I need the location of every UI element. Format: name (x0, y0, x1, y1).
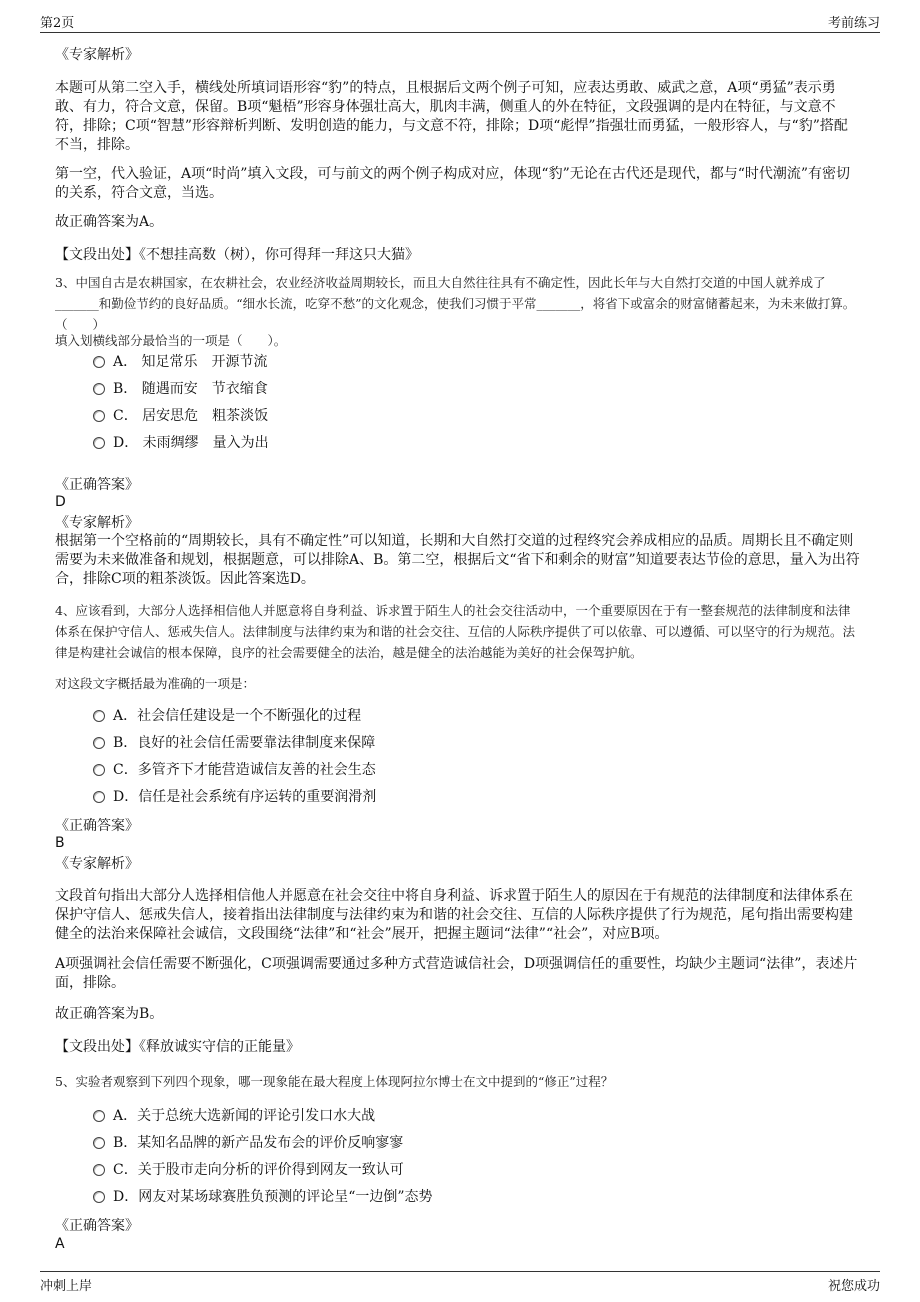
header-title: 考前练习 (827, 16, 880, 31)
q4-analysis-p1: 文段首句指出大部分人选择相信他人并愿意在社会交往中将自身利益、诉求置于陌生人的原因在于有规范的法律制度和法律体系在保护守信人、惩戒失信人，接着指出法律制度与法律约束为和谐的社会交往、互信的人际秩序提供了行为规范，尾句指出需要构建健全的法治来保障社会诚信，文段围绕“法律”和“社会”展开，把握主题词“法律”“社会”，对应B项。 (55, 888, 853, 942)
q5-answer: A (55, 1236, 65, 1252)
radio-icon[interactable] (93, 710, 105, 722)
radio-icon[interactable] (93, 437, 105, 449)
page-footer (40, 1271, 880, 1294)
q3-option-d[interactable]: D． 未雨绸缪 量入为出 (93, 433, 269, 453)
q3-option-c[interactable]: C． 居安思危 粗茶淡饭 (93, 406, 268, 426)
q4-analysis-p3: 故正确答案为B。 (55, 1006, 164, 1022)
q3-analysis-label: 《专家解析》 (55, 515, 139, 531)
page-header (40, 12, 880, 33)
q5-option-d[interactable]: D．网友对某场球赛胜负预测的评论呈“一边倒”态势 (93, 1187, 433, 1207)
radio-icon[interactable] (93, 737, 105, 749)
q5-answer-label: 《正确答案》 (55, 1218, 139, 1234)
q4-answer-label: 《正确答案》 (55, 818, 139, 834)
q4-option-d[interactable]: D．信任是社会系统有序运转的重要润滑剂 (93, 787, 376, 807)
footer-left: 冲刺上岸 (40, 1279, 93, 1294)
q4-analysis-p2: A项强调社会信任需要不断强化，C项强调需要通过多种方式营造诚信社会，D项强调信任的重要性，均缺少主题词“法律”，表述片面，排除。 (55, 956, 858, 991)
q3-stem: 3、中国自古是农耕国家，在农耕社会，农业经济收益周期较长，而且大自然往往具有不确定性，因此长年与大自然打交道的中国人就养成了_______和勤俭节约的良好品质。“细水长流，吃穿不愁”的文化观念，使我们习惯于平常_______，将省下或富余的财富储蓄起来，为未来做打算。（ ） (55, 275, 856, 332)
radio-icon[interactable] (93, 356, 105, 368)
q3-prompt: 填入划横线部分最恰当的一项是（ ）。 (55, 333, 287, 348)
q3-analysis: 根据第一个空格前的“周期较长，具有不确定性”可以知道，长期和大自然打交道的过程终究会养成相应的品质。周期长且不确定则需要为未来做准备和规划，根据题意，可以排除A、B。第二空，根据后文“省下和剩余的财富”知道要表达节俭的意思，量入为出符合，排除C项的粗茶淡饭。因此答案选D。 (55, 533, 860, 587)
radio-icon[interactable] (93, 1164, 105, 1176)
radio-icon[interactable] (93, 764, 105, 776)
q2-source: 【文段出处】《不想挂高数（树），你可得拜一拜这只大猫》 (55, 247, 419, 263)
radio-icon[interactable] (93, 791, 105, 803)
radio-icon[interactable] (93, 1191, 105, 1203)
q4-source: 【文段出处】《释放诚实守信的正能量》 (55, 1039, 300, 1055)
q4-stem: 4、应该看到，大部分人选择相信他人并愿意将自身利益、诉求置于陌生人的社会交往活动中，一个重要原因在于有一整套规范的法律制度和法律体系在保护守信人、惩戒失信人。法律制度与法律约束为和谐的社会交往、互信的人际秩序提供了可以依靠、可以遵循、可以坚守的行为规范。法律是构建社会诚信的根本保障，良序的社会需要健全的法治，越是健全的法治越能为美好的社会保驾护航。 (55, 603, 856, 660)
q3-option-b[interactable]: B． 随遇而安 节衣缩食 (93, 379, 268, 399)
q4-analysis-label: 《专家解析》 (55, 856, 139, 872)
q5-option-b[interactable]: B．某知名品牌的新产品发布会的评价反响寥寥 (93, 1133, 403, 1153)
q3-answer-label: 《正确答案》 (55, 477, 139, 493)
q4-prompt: 对这段文字概括最为准确的一项是： (55, 676, 256, 691)
footer-right: 祝您成功 (827, 1279, 880, 1294)
q5-option-c[interactable]: C．关于股市走向分析的评价得到网友一致认可 (93, 1160, 404, 1180)
q3-answer: D (55, 494, 66, 510)
q3-option-a[interactable]: A． 知足常乐 开源节流 (93, 352, 268, 372)
radio-icon[interactable] (93, 1137, 105, 1149)
q4-option-c[interactable]: C．多管齐下才能营造诚信友善的社会生态 (93, 760, 376, 780)
radio-icon[interactable] (93, 1110, 105, 1122)
q2-analysis-label: 《专家解析》 (55, 47, 139, 63)
q5-option-a[interactable]: A．关于总统大选新闻的评论引发口水大战 (93, 1106, 375, 1126)
page-number: 第2页 (40, 16, 75, 31)
radio-icon[interactable] (93, 410, 105, 422)
radio-icon[interactable] (93, 383, 105, 395)
q2-analysis-p2: 第一空，代入验证，A项“时尚”填入文段，可与前文的两个例子构成对应，体现“豹”无论在古代还是现代，都与“时代潮流”有密切的关系，符合文意，当选。 (55, 166, 851, 201)
q5-stem: 5、实验者观察到下列四个现象，哪一现象能在最大程度上体现阿拉尔博士在文中提到的“修正”过程？ (55, 1074, 614, 1089)
q4-option-b[interactable]: B．良好的社会信任需要靠法律制度来保障 (93, 733, 375, 753)
q4-answer: B (55, 835, 65, 851)
q2-analysis-p3: 故正确答案为A。 (55, 214, 164, 230)
q2-analysis-p1: 本题可从第二空入手，横线处所填词语形容“豹”的特点，且根据后文两个例子可知，应表达勇敢、威武之意，A项“勇猛”表示勇敢、有力，符合文意，保留。B项“魁梧”形容身体强壮高大，肌肉丰满，侧重人的外在特征，文段强调的是内在特征，与文意不符，排除；C项“智慧”形容辩析判断、发明创造的能力，与文意不符，排除；D项“彪悍”指强壮而勇猛，一般形容人，与“豹”搭配不当，排除。 (55, 80, 848, 153)
q4-option-a[interactable]: A．社会信任建设是一个不断强化的过程 (93, 706, 361, 726)
